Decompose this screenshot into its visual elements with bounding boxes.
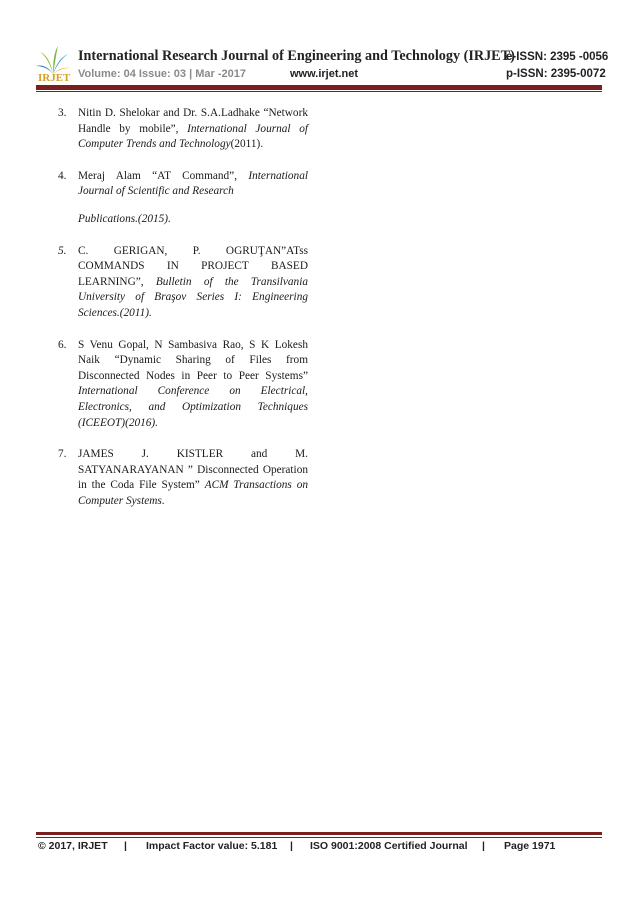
website-link[interactable]: www.irjet.net xyxy=(290,68,359,80)
reference-source: Publications.(2015). xyxy=(78,212,171,225)
footer-copyright: © 2017, IRJET xyxy=(38,840,108,852)
reference-text: JAMES J. KISTLER and M. SATYANARAYANAN ” Disconnected Operation in the Coda File System” xyxy=(78,448,308,492)
footer-rule-thin xyxy=(36,837,602,838)
reference-number: 4. xyxy=(58,169,67,182)
header-rule xyxy=(36,85,602,90)
reference-source: ACM Transactions on Computer Systems xyxy=(78,479,308,507)
reference-text: Nitin D. Shelokar and Dr. S.A.Ladhake “Network Handle by mobile”, xyxy=(78,107,308,135)
reference-source: Bulletin of the Transilvania University of Braşov Series I: Engineering Sciences.(2011). xyxy=(78,275,308,319)
footer-impact-factor: Impact Factor value: 5.181 xyxy=(146,840,278,852)
reference-source: International Journal of Scientific and Research xyxy=(78,169,308,198)
reference-item xyxy=(58,244,308,322)
reference-number: 5. xyxy=(58,244,67,257)
reference-number xyxy=(58,212,78,228)
footer-iso: ISO 9001:2008 Certified Journal xyxy=(310,840,468,852)
reference-source: International Journal of Computer Trends and Technology xyxy=(78,122,308,151)
reference-continuation xyxy=(58,212,308,228)
reference-tail: (2011). xyxy=(230,138,264,151)
reference-item xyxy=(58,447,308,509)
reference-source: International Conference on Electrical, Electronics, and Optimization Techniques (ICEEOT)(2016). xyxy=(78,385,308,429)
footer-separator: | xyxy=(290,840,293,852)
logo-text: IRJET xyxy=(38,72,71,84)
header-rule-thin xyxy=(36,91,602,92)
reference-text: Meraj Alam “AT Command”, xyxy=(78,169,249,182)
footer-separator: | xyxy=(482,840,485,852)
reference-item xyxy=(58,169,308,200)
reference-text: C. GERIGAN, P. OGRUŢAN”ATss COMMANDS IN PROJECT BASED LEARNING”, xyxy=(78,244,308,288)
reference-number: 7. xyxy=(58,448,67,461)
journal-title: International Research Journal of Engineering and Technology (IRJET) xyxy=(78,48,515,64)
footer-page-number: Page 1971 xyxy=(504,840,556,852)
e-issn: e-ISSN: 2395 -0056 xyxy=(506,51,609,63)
p-issn: p-ISSN: 2395-0072 xyxy=(506,68,606,80)
reference-list xyxy=(58,106,308,525)
reference-number: 3. xyxy=(58,107,67,119)
footer-separator: | xyxy=(124,840,127,852)
reference-tail: . xyxy=(161,494,165,507)
reference-number: 6. xyxy=(58,338,67,351)
volume-info: Volume: 04 Issue: 03 | Mar -2017 xyxy=(78,68,246,80)
reference-item xyxy=(58,106,308,153)
footer-rule xyxy=(36,832,602,835)
reference-item xyxy=(58,338,308,432)
reference-text: S Venu Gopal, N Sambasiva Rao, S K Lokesh Naik “Dynamic Sharing of Files from Disconnected Nodes in Peer to Peer Systems” xyxy=(78,338,308,382)
